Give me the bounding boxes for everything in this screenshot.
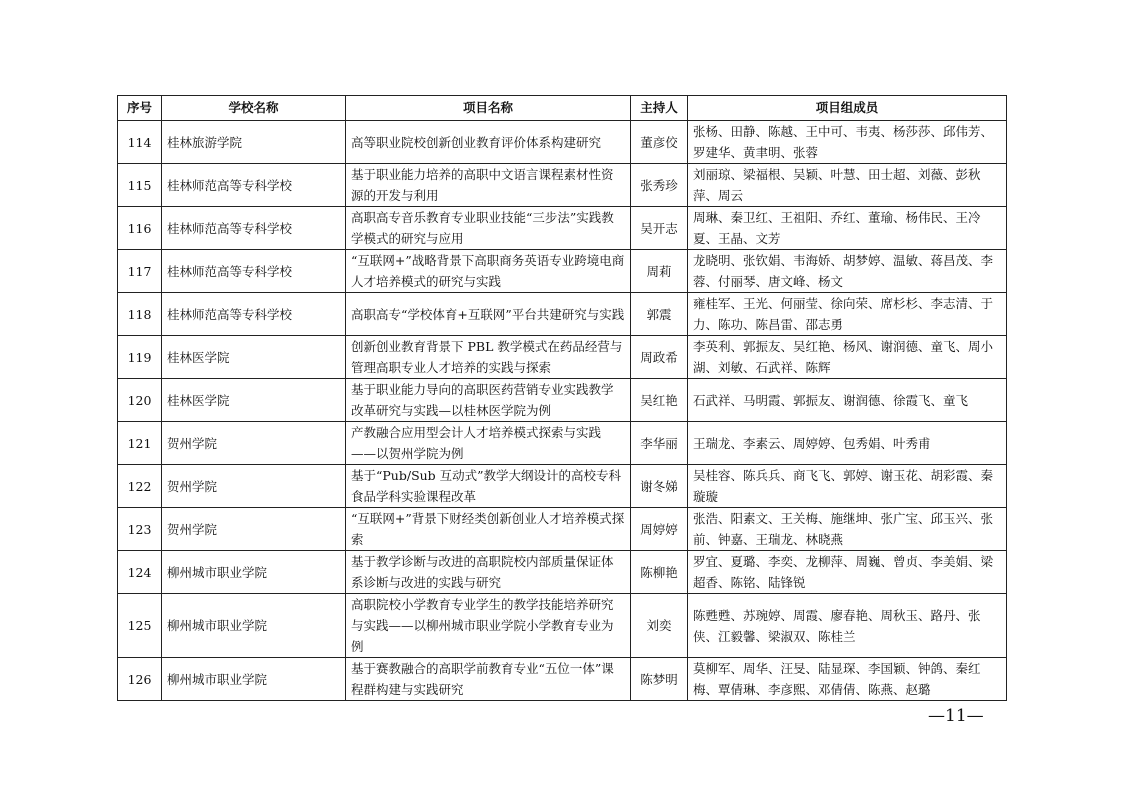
row-number: 118 xyxy=(118,293,162,336)
host-name: 周莉 xyxy=(631,250,688,293)
school-name: 桂林旅游学院 xyxy=(162,121,346,164)
table-row xyxy=(118,207,1007,250)
row-number: 117 xyxy=(118,250,162,293)
row-number: 121 xyxy=(118,422,162,465)
project-name: 高职高专音乐教育专业职业技能“三步法”实践教学模式的研究与应用 xyxy=(346,207,631,250)
row-number: 119 xyxy=(118,336,162,379)
project-table xyxy=(117,95,1007,701)
table-row xyxy=(118,465,1007,508)
header-members: 项目组成员 xyxy=(688,96,1007,121)
table-row xyxy=(118,551,1007,594)
project-name: 创新创业教育背景下 PBL 教学模式在药品经营与管理高职专业人才培养的实践与探索 xyxy=(346,336,631,379)
host-name: 周婷婷 xyxy=(631,508,688,551)
row-number: 115 xyxy=(118,164,162,207)
members: 石武祥、马明霞、郭振友、谢润德、徐霞飞、童飞 xyxy=(688,379,1007,422)
row-number: 124 xyxy=(118,551,162,594)
row-number: 116 xyxy=(118,207,162,250)
school-name: 贺州学院 xyxy=(162,508,346,551)
host-name: 陈梦明 xyxy=(631,658,688,701)
header-host: 主持人 xyxy=(631,96,688,121)
project-name: 基于教学诊断与改进的高职院校内部质量保证体系诊断与改进的实践与研究 xyxy=(346,551,631,594)
row-number: 123 xyxy=(118,508,162,551)
host-name: 吴红艳 xyxy=(631,379,688,422)
page-number: —11— xyxy=(928,706,984,726)
table-row xyxy=(118,164,1007,207)
members: 罗宜、夏璐、李奕、龙柳萍、周巍、曾贞、李美娟、梁超香、陈铭、陆锋锐 xyxy=(688,551,1007,594)
host-name: 董彦佼 xyxy=(631,121,688,164)
members: 李英利、郭振友、吴红艳、杨风、谢润德、童飞、周小湖、刘敏、石武祥、陈辉 xyxy=(688,336,1007,379)
header-project: 项目名称 xyxy=(346,96,631,121)
table-header-row xyxy=(118,96,1007,121)
host-name: 周政希 xyxy=(631,336,688,379)
host-name: 李华丽 xyxy=(631,422,688,465)
table-row xyxy=(118,658,1007,701)
project-name: 高职院校小学教育专业学生的教学技能培养研究与实践——以柳州城市职业学院小学教育专业为例 xyxy=(346,594,631,658)
table-row xyxy=(118,508,1007,551)
members: 张浩、阳素文、王关梅、施继坤、张广宝、邱玉兴、张前、钟嘉、王瑞龙、林晓燕 xyxy=(688,508,1007,551)
project-name: 高等职业院校创新创业教育评价体系构建研究 xyxy=(346,121,631,164)
host-name: 刘奕 xyxy=(631,594,688,658)
school-name: 柳州城市职业学院 xyxy=(162,658,346,701)
school-name: 贺州学院 xyxy=(162,422,346,465)
members: 张杨、田静、陈越、王中可、韦夷、杨莎莎、邱伟芳、罗建华、黄聿明、张蓉 xyxy=(688,121,1007,164)
host-name: 陈柳艳 xyxy=(631,551,688,594)
header-school: 学校名称 xyxy=(162,96,346,121)
school-name: 柳州城市职业学院 xyxy=(162,594,346,658)
table-row xyxy=(118,250,1007,293)
row-number: 126 xyxy=(118,658,162,701)
row-number: 125 xyxy=(118,594,162,658)
members: 周琳、秦卫红、王祖阳、乔红、董瑜、杨伟民、王冷夏、王晶、文芳 xyxy=(688,207,1007,250)
host-name: 张秀珍 xyxy=(631,164,688,207)
project-name: 基于“Pub/Sub 互动式”教学大纲设计的高校专科食品学科实验课程改革 xyxy=(346,465,631,508)
school-name: 桂林师范高等专科学校 xyxy=(162,207,346,250)
school-name: 桂林医学院 xyxy=(162,379,346,422)
school-name: 桂林师范高等专科学校 xyxy=(162,164,346,207)
project-name: 基于职业能力导向的高职医药营销专业实践教学改革研究与实践—以桂林医学院为例 xyxy=(346,379,631,422)
project-name: 高职高专“学校体育+互联网”平台共建研究与实践 xyxy=(346,293,631,336)
project-name: 基于赛教融合的高职学前教育专业“五位一体”课程群构建与实践研究 xyxy=(346,658,631,701)
host-name: 郭震 xyxy=(631,293,688,336)
members: 王瑞龙、李素云、周婷婷、包秀娟、叶秀甫 xyxy=(688,422,1007,465)
members: 莫柳军、周华、汪旻、陆显琛、李国颖、钟鸽、秦红梅、覃倩琳、李彦熙、邓倩倩、陈燕、赵璐 xyxy=(688,658,1007,701)
row-number: 114 xyxy=(118,121,162,164)
members: 雍桂军、王光、何丽莹、徐向荣、席杉杉、李志清、于力、陈功、陈昌雷、邵志勇 xyxy=(688,293,1007,336)
school-name: 桂林师范高等专科学校 xyxy=(162,250,346,293)
school-name: 贺州学院 xyxy=(162,465,346,508)
table-row xyxy=(118,422,1007,465)
project-name: 基于职业能力培养的高职中文语言课程素材性资源的开发与利用 xyxy=(346,164,631,207)
members: 刘丽琼、梁福根、吴颖、叶慧、田士超、刘薇、彭秋萍、周云 xyxy=(688,164,1007,207)
table-row xyxy=(118,336,1007,379)
host-name: 吴开志 xyxy=(631,207,688,250)
table-row xyxy=(118,121,1007,164)
row-number: 122 xyxy=(118,465,162,508)
school-name: 桂林医学院 xyxy=(162,336,346,379)
header-num: 序号 xyxy=(118,96,162,121)
project-name: “互联网+”战略背景下高职商务英语专业跨境电商人才培养模式的研究与实践 xyxy=(346,250,631,293)
project-name: “互联网+”背景下财经类创新创业人才培养模式探索 xyxy=(346,508,631,551)
members: 龙晓明、张钦娟、韦海娇、胡梦婷、温敏、蒋昌茂、李蓉、付丽琴、唐文峰、杨文 xyxy=(688,250,1007,293)
members: 陈甦甦、苏琬婷、周霞、廖春艳、周秋玉、路丹、张侠、江毅馨、梁淑双、陈桂兰 xyxy=(688,594,1007,658)
host-name: 谢冬娣 xyxy=(631,465,688,508)
school-name: 桂林师范高等专科学校 xyxy=(162,293,346,336)
members: 吴桂容、陈兵兵、商飞飞、郭婷、谢玉花、胡彩霞、秦璇璇 xyxy=(688,465,1007,508)
table-row xyxy=(118,379,1007,422)
row-number: 120 xyxy=(118,379,162,422)
school-name: 柳州城市职业学院 xyxy=(162,551,346,594)
table-row xyxy=(118,293,1007,336)
table-row xyxy=(118,594,1007,658)
project-name: 产教融合应用型会计人才培养模式探索与实践——以贺州学院为例 xyxy=(346,422,631,465)
